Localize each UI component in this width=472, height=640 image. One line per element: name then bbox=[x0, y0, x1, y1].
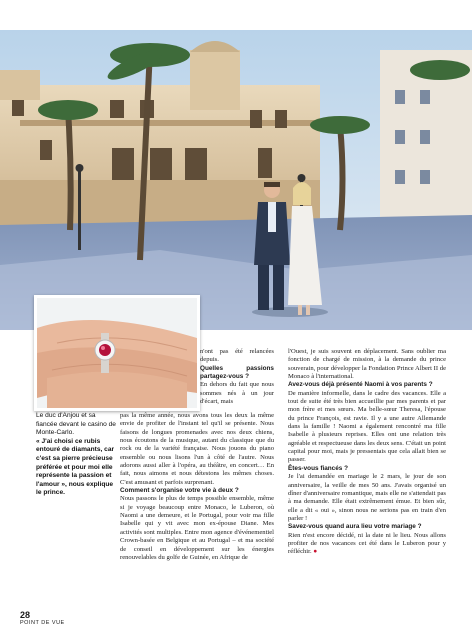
paragraph: De manière informelle, dans le cadre des vacances. Elle a tout de suite été très bien accueillie par mes parents et par mon frère et mes sœurs. Ma belle-sœur Theresa, l'épouse du prince François, est ravie. Il y a une autre Allemande dans la famille ! Naomi a également rencontré ma fille Isabelle à plusieurs reprises. Elles ont une relation très agréable et respectueuse dans les deux sens. C'était un point capital pour moi, mais je pressentais que cela allait bien se passer. bbox=[288, 389, 446, 464]
photo-caption bbox=[36, 412, 116, 498]
ring-photo bbox=[34, 295, 200, 411]
article-column-1-top bbox=[200, 348, 274, 406]
page-number: 28 bbox=[20, 610, 31, 620]
question-heading: Êtes-vous fiancés ? bbox=[288, 464, 349, 472]
end-mark-icon: ● bbox=[313, 548, 318, 556]
paragraph-text: Rien n'est encore décidé, ni la date ni le lieu. Nous allons profiter de nos vacances cet été dans le Luberon pour y réfléchir. bbox=[288, 531, 446, 556]
question-heading: Quelles passions partagez-vous ? bbox=[200, 364, 274, 381]
article-column-1 bbox=[120, 412, 274, 562]
question-heading: Savez-vous quand aura lieu votre mariage ? bbox=[288, 523, 422, 531]
paragraph: pas la même année, nous avons tous les deux la même envie de profiter de l'instant tel qu'il se présente. Nous faisons de longues promenades avec nos deux chiens, nous écoutons de la musique, autant du classique que du rock ou de la variété française. Nous jouons du piano ensemble ou nous lisons l'un à côté de l'autre. Nous adorons aussi aller à l'opéra, au théâtre, en concert… En fait, nous aimons et nous détestons les mêmes choses. C'est amusant et parfois surprenant. bbox=[120, 412, 274, 486]
question-heading: Avez-vous déjà présenté Naomi à vos parents ? bbox=[288, 381, 433, 389]
engagement-ring-image bbox=[37, 298, 197, 408]
paragraph bbox=[288, 532, 446, 557]
paragraph: n'ont pas été relancées depuis. bbox=[200, 348, 274, 364]
article-column-2 bbox=[288, 348, 446, 557]
folio bbox=[20, 610, 65, 626]
paragraph: l'Ouest, je suis souvent en déplacement. Sans oublier ma fonction de chargé de mission, à la demande du prince souverain, pour développer la Fondation Prince Albert II de Monaco à l'international. bbox=[288, 348, 446, 381]
main-photo bbox=[0, 30, 472, 330]
casino-couple-image bbox=[0, 30, 472, 330]
paragraph: Je l'ai demandée en mariage le 2 mars, le jour de son anniversaire, la veille de mes 50 ans. J'avais organisé un dîner d'anniversaire romantique, mais elle ne s'attendait pas à ma demande. Elle était extrêmement émue. Et bien sûr, elle a dit « oui », sinon nous ne serions pas en train d'en parler ! bbox=[288, 473, 446, 522]
caption-quote: « J'ai choisi ce rubis entouré de diamants, car c'est sa pierre précieuse préférée et pour moi elle représente la passion et l'amour », nous explique le prince. bbox=[36, 437, 115, 497]
caption-location: Le duc d'Anjou et sa fiancée devant le casino de Monte-Carlo. bbox=[36, 412, 116, 437]
paragraph: En dehors du fait que nous sommes nés à un jour d'écart, mais bbox=[200, 381, 274, 406]
magazine-name: POINT DE VUE bbox=[20, 620, 65, 626]
paragraph: Nous passons le plus de temps possible ensemble, même si je voyage beaucoup entre Monaco, le Luberon, où Naomi a une demeure, et le Portugal, pour voir ma fille Isabelle qui y vit avec mon ex-épouse Diane. Mes activités sont multiples. Entre mon agence d'événementiel Crown-basée en Belgique et au Portugal – et ma société de conseil en développement sur les énergies renouvelables du golfe de Guinée, en Afrique de bbox=[120, 495, 274, 561]
question-heading: Comment s'organise votre vie à deux ? bbox=[120, 487, 239, 495]
